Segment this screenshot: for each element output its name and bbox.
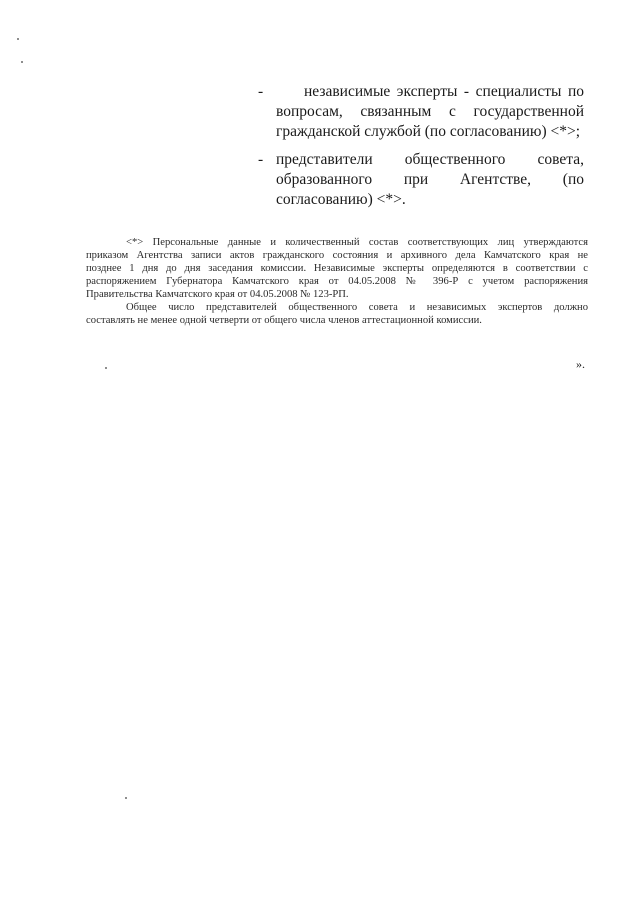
footnote-line: приказом Агентства записи актов гражданского состояния и архивного дела Камчатского края не <box>86 250 588 261</box>
list-dash: - <box>258 83 264 100</box>
list-item-line: независимые эксперты - специалисты по <box>304 83 584 100</box>
list-dash: - <box>258 151 264 168</box>
scan-speck <box>105 367 107 369</box>
footnote <box>86 236 588 327</box>
list-item-public-council <box>258 150 584 210</box>
list-item-line: гражданской службой (по согласованию) <*>; <box>276 123 581 140</box>
list-item-line: образованного при Агентстве, (по <box>276 171 584 188</box>
closing-quote-mark: ». <box>576 357 585 371</box>
footnote-line: позднее 1 дня до дня заседания комиссии. Независимые эксперты определяются в соответствии с <box>86 263 588 274</box>
footnote-line: распоряжением Губернатора Камчатского края от 04.05.2008 № 396-Р с учетом распоряжения <box>86 276 588 287</box>
footnote-line: Общее число представителей общественного совета и независимых экспертов должно <box>126 302 588 313</box>
scan-speck <box>125 797 127 799</box>
scan-speck <box>17 38 19 40</box>
footnote-line: Правительства Камчатского края от 04.05.2008 № 123-РП. <box>86 289 349 300</box>
footnote-line: <*> Персональные данные и количественный состав соответствующих лиц утверждаются <box>126 237 588 248</box>
list-item-line: вопросам, связанным с государственной <box>276 103 584 120</box>
scan-speck <box>21 61 23 63</box>
list-item-line: представители общественного совета, <box>276 151 584 168</box>
list-item-line: согласованию) <*>. <box>276 191 406 208</box>
footnote-line: составлять не менее одной четверти от общего числа членов аттестационной комиссии. <box>86 315 482 326</box>
list-item-independent-experts <box>258 82 584 142</box>
